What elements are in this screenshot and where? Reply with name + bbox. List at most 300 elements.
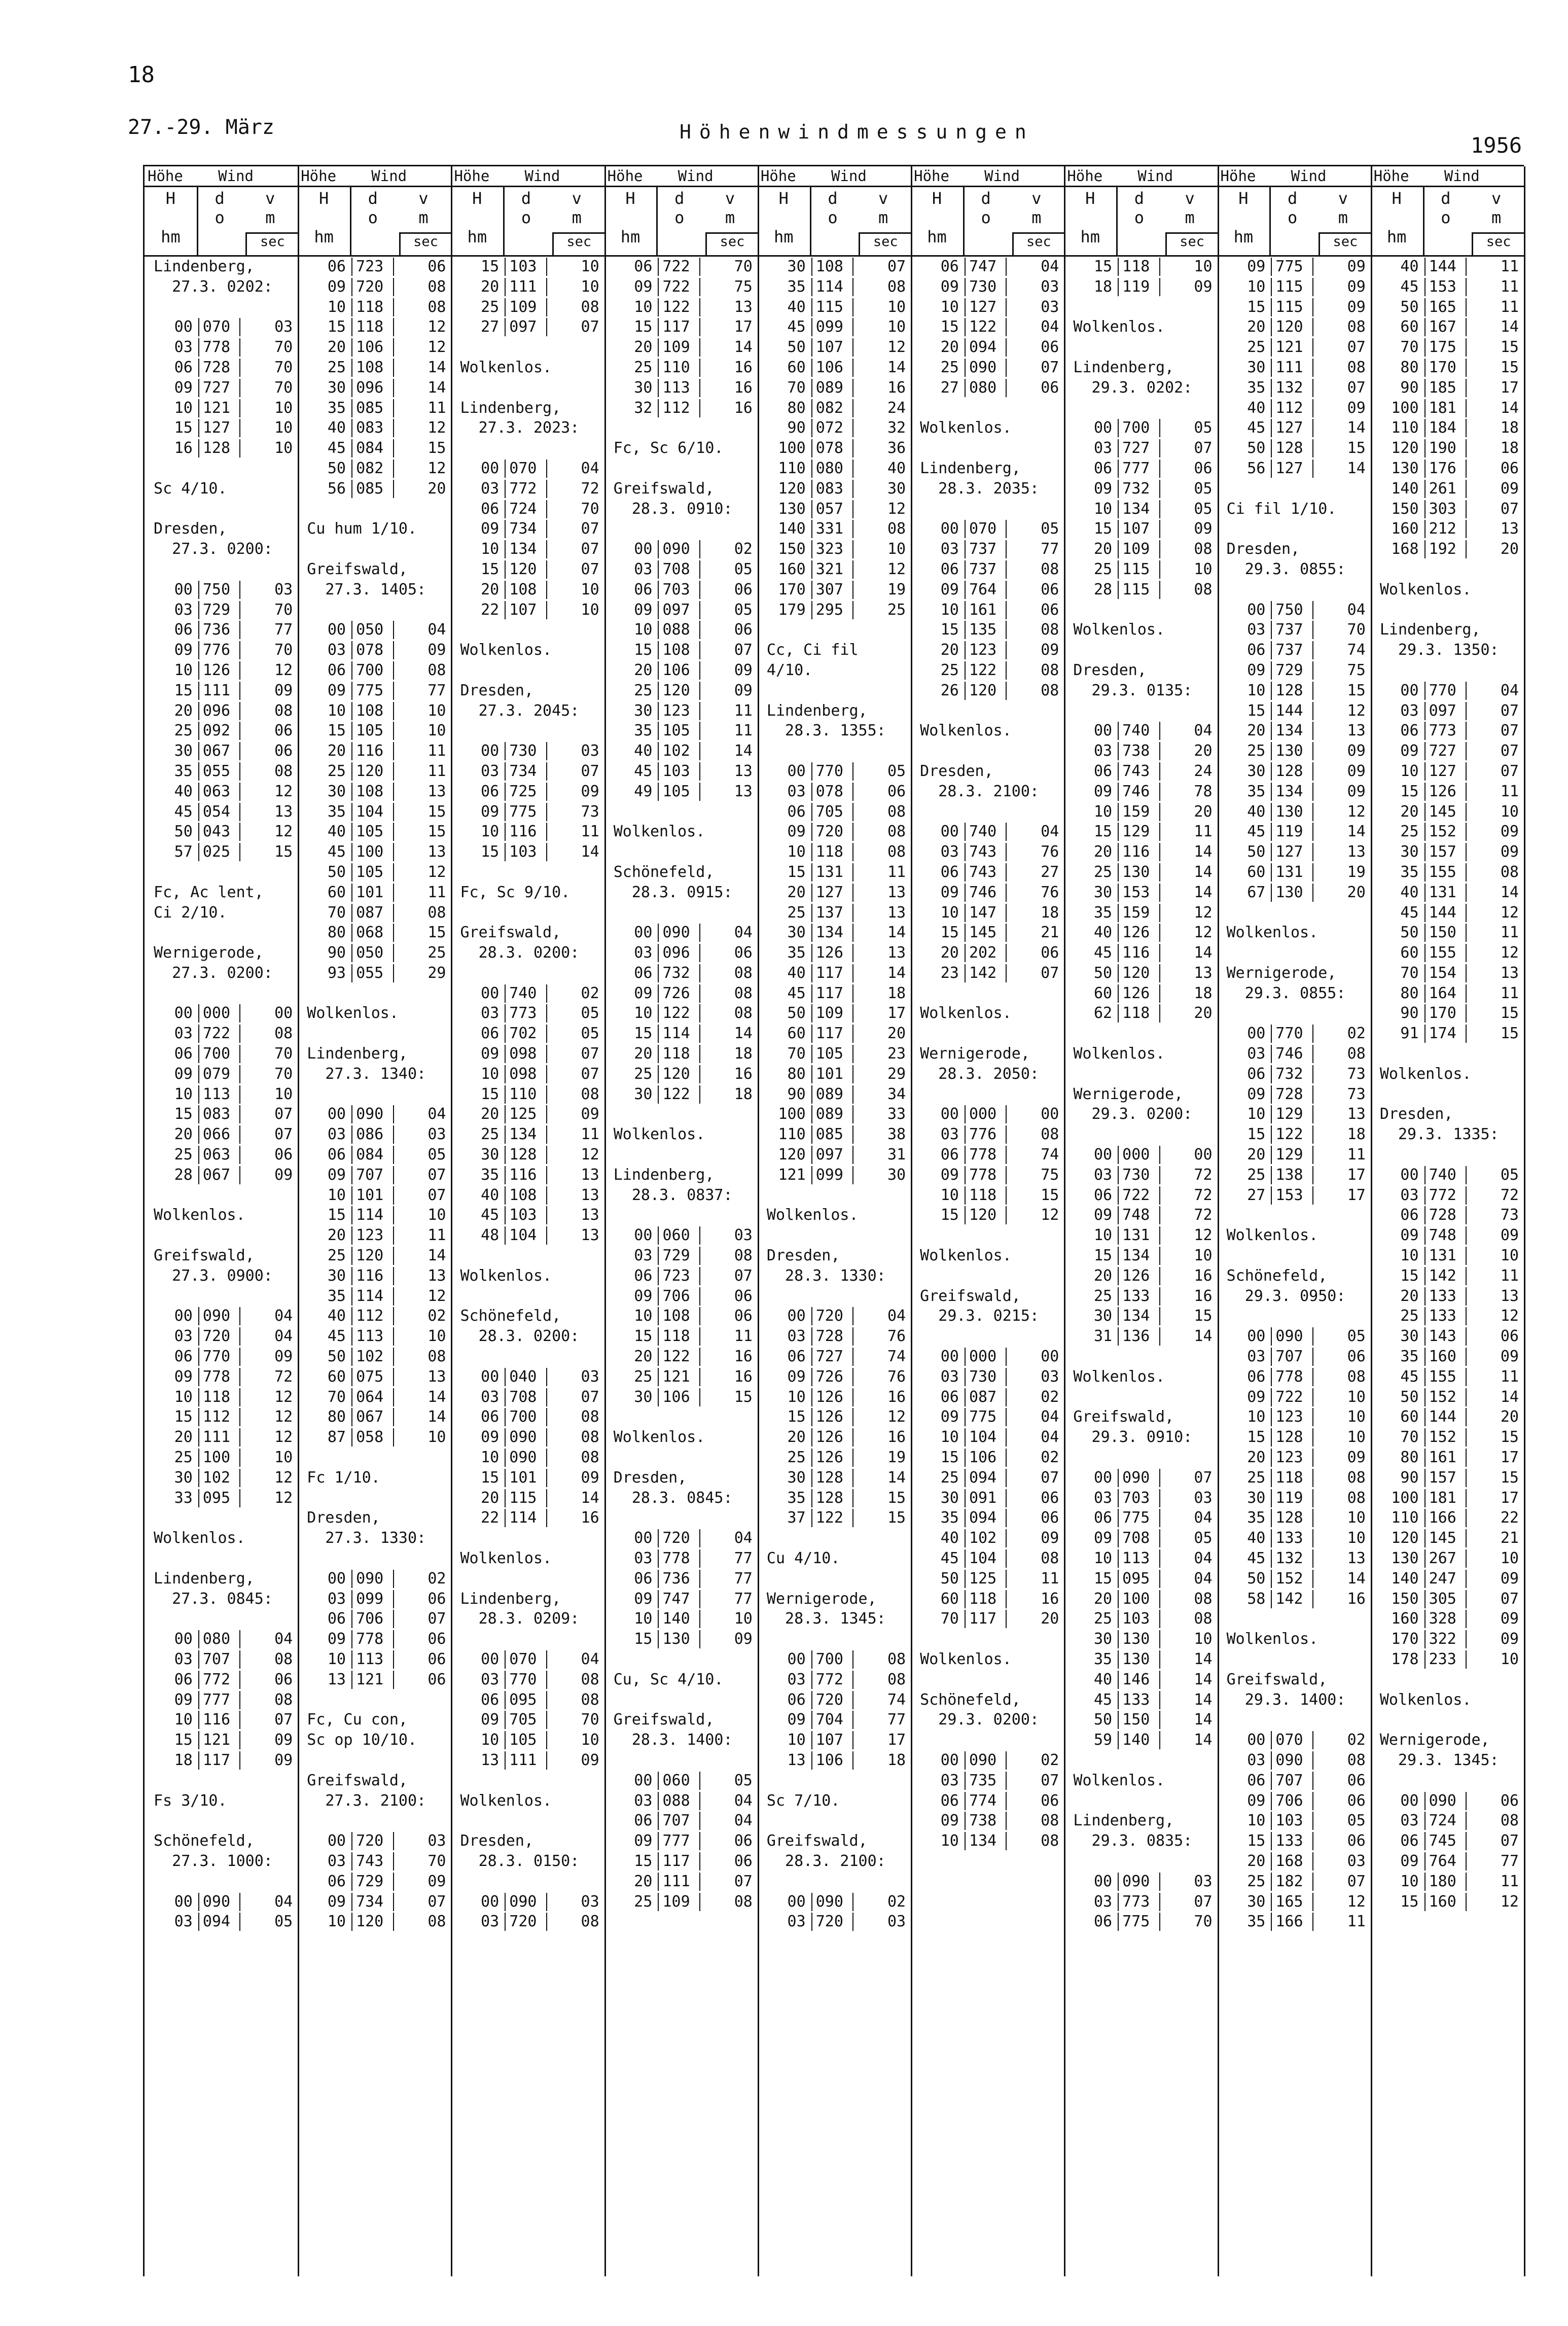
direction-value: 122: [969, 318, 997, 336]
height-value: 30: [1247, 1489, 1266, 1507]
spacer: [758, 741, 911, 761]
speed-value: 10: [1347, 1509, 1366, 1527]
measurement-row: [1218, 418, 1371, 438]
measurement-row: [451, 1912, 604, 1932]
spacer: [145, 862, 298, 883]
height-value: 09: [1400, 742, 1419, 760]
direction-value: 120: [969, 1206, 997, 1224]
height-value: 09: [327, 1630, 346, 1648]
speed-value: 07: [274, 1125, 293, 1144]
speed-value: 08: [887, 277, 906, 296]
spacer: [1218, 1609, 1371, 1629]
direction-value: 112: [662, 399, 690, 417]
direction-value: 132: [1275, 378, 1303, 397]
speed-value: 05: [427, 1146, 446, 1164]
direction-value: 117: [815, 964, 843, 982]
direction-value: 167: [1429, 318, 1456, 336]
direction-value: 050: [356, 621, 384, 639]
measurement-row: [298, 1609, 451, 1629]
measurement-row: [1371, 1811, 1524, 1831]
height-value: 25: [1247, 1872, 1266, 1890]
measurement-row: [1371, 398, 1524, 418]
station-label: Wolkenlos.: [451, 1266, 552, 1285]
speed-value: 07: [581, 560, 599, 578]
measurement-row: [1218, 1831, 1371, 1851]
measurement-row: [451, 1407, 604, 1427]
direction-value: 732: [1275, 1065, 1303, 1083]
direction-value: 138: [1275, 1166, 1303, 1184]
height-value: 06: [787, 1348, 806, 1366]
spacer: [1371, 559, 1524, 580]
direction-value: 170: [1429, 358, 1456, 376]
direction-value: 746: [1275, 1045, 1303, 1063]
measurement-row: [298, 1589, 451, 1609]
height-value: 40: [327, 823, 346, 841]
height-value: 35: [1093, 903, 1113, 922]
measurement-row: [911, 1145, 1064, 1165]
measurement-row: [451, 1205, 604, 1225]
height-value: 06: [634, 258, 653, 275]
direction-value: 729: [356, 1872, 384, 1890]
speed-value: 07: [734, 1266, 753, 1285]
direction-value: 725: [509, 782, 537, 800]
measurement-row: [1064, 761, 1217, 782]
station-label: 27.3. 0845:: [145, 1590, 273, 1608]
spacer: [604, 1104, 758, 1124]
measurement-row: [145, 1145, 298, 1165]
measurement-row: [1064, 1649, 1217, 1670]
direction-value: 123: [1275, 1408, 1303, 1426]
measurement-row: [604, 1569, 758, 1589]
measurement-row: [1064, 1225, 1217, 1246]
height-value: 03: [634, 944, 653, 962]
height-value: 130: [1391, 459, 1419, 477]
direction-value: 747: [969, 258, 997, 275]
speed-value: 18: [887, 1751, 906, 1769]
height-value: 00: [174, 1004, 193, 1023]
measurement-row: [298, 1387, 451, 1407]
speed-value: 07: [1500, 742, 1519, 760]
height-value: 20: [634, 338, 653, 357]
height-value: 16: [174, 439, 193, 457]
speed-value: 00: [274, 1004, 293, 1023]
speed-value: 11: [734, 1327, 753, 1346]
direction-value: 121: [202, 399, 231, 417]
height-value: 25: [1400, 1307, 1419, 1325]
direction-value: 119: [1275, 1489, 1303, 1507]
speed-value: 14: [1347, 1569, 1366, 1588]
measurement-row: [911, 1468, 1064, 1488]
station-label: Dresden,: [1064, 661, 1147, 679]
measurement-row: [1064, 1892, 1217, 1912]
speed-value: 14: [1500, 1388, 1519, 1406]
measurement-row: [451, 317, 604, 337]
table-column: [451, 166, 605, 2276]
height-value: 06: [634, 1266, 653, 1285]
height-value: 03: [174, 1913, 193, 1931]
height-value: 06: [1093, 1186, 1113, 1204]
measurement-row: [1218, 1407, 1371, 1427]
direction-value: 700: [1122, 419, 1150, 437]
height-value: 40: [940, 1529, 959, 1547]
measurement-row: [451, 479, 604, 499]
speed-value: 15: [1041, 1186, 1059, 1204]
height-value: 00: [940, 520, 959, 538]
direction-value: 118: [356, 318, 384, 336]
height-value: 10: [634, 621, 653, 639]
measurement-row: [758, 479, 911, 499]
measurement-row: [911, 1811, 1064, 1831]
measurement-row: [1371, 701, 1524, 721]
speed-value: 03: [1041, 298, 1059, 316]
height-value: 03: [634, 1247, 653, 1265]
height-value: 90: [1400, 378, 1419, 397]
measurement-row: [298, 317, 451, 337]
direction-value: 117: [662, 1852, 690, 1870]
height-value: 160: [778, 560, 806, 578]
direction-value: 128: [1275, 762, 1303, 780]
measurement-row: [1218, 1124, 1371, 1145]
speed-value: 04: [427, 1105, 446, 1123]
spacer: [604, 1407, 758, 1427]
measurement-row: [1218, 438, 1371, 459]
speed-value: 09: [1500, 843, 1519, 861]
measurement-row: [298, 903, 451, 923]
measurement-row: [1064, 1710, 1217, 1730]
direction-value: 773: [1429, 722, 1456, 740]
measurement-row: [298, 923, 451, 943]
height-value: 10: [174, 1711, 193, 1729]
height-value: 15: [634, 1327, 653, 1346]
measurement-row: [145, 721, 298, 741]
measurement-row: [145, 1407, 298, 1427]
direction-value: 165: [1275, 1892, 1303, 1911]
measurement-row: [298, 1246, 451, 1266]
measurement-row: [758, 317, 911, 337]
station-label: Wolkenlos.: [1370, 1065, 1472, 1083]
direction-value: 133: [1275, 1529, 1303, 1547]
measurement-row: [298, 1670, 451, 1690]
measurement-row: [1064, 1589, 1217, 1609]
station-label: 28.3. 0200:: [451, 944, 580, 962]
measurement-row: [911, 337, 1064, 358]
direction-value: 120: [662, 681, 690, 699]
direction-value: 085: [356, 479, 384, 498]
measurement-row: [145, 418, 298, 438]
speed-value: 17: [1500, 1449, 1519, 1467]
speed-value: 15: [1500, 1004, 1519, 1023]
direction-value: 054: [202, 802, 231, 821]
speed-value: 07: [734, 1872, 753, 1890]
height-value: 10: [940, 1428, 959, 1447]
height-value: 120: [1391, 1529, 1419, 1547]
height-value: 20: [1093, 843, 1113, 861]
measurement-row: [911, 1387, 1064, 1407]
direction-value: 161: [969, 601, 997, 619]
speed-value: 20: [1500, 1408, 1519, 1426]
direction-value: 114: [356, 1287, 384, 1305]
speed-value: 14: [887, 1468, 906, 1487]
speed-value: 15: [1500, 1428, 1519, 1447]
height-value: 15: [940, 924, 959, 942]
direction-value: 040: [509, 1367, 537, 1386]
direction-value: 105: [356, 722, 384, 740]
spacer: [1371, 660, 1524, 681]
spacer: [758, 620, 911, 640]
height-value: 15: [327, 1206, 346, 1224]
direction-value: 103: [1275, 1812, 1303, 1830]
height-value: 168: [1391, 540, 1419, 558]
direction-value: 147: [969, 903, 997, 922]
measurement-row: [451, 1185, 604, 1206]
spacer: [1218, 1003, 1371, 1024]
measurement-row: [298, 802, 451, 822]
height-value: 06: [634, 964, 653, 982]
height-value: 03: [327, 1852, 346, 1870]
speed-value: 06: [1347, 1348, 1366, 1366]
measurement-row: [145, 1730, 298, 1750]
direction-value: 720: [815, 1913, 843, 1931]
direction-value: 107: [815, 338, 843, 357]
speed-value: 13: [1500, 520, 1519, 538]
station-label: Wolkenlos.: [1370, 1690, 1472, 1709]
direction-value: 090: [356, 1569, 384, 1588]
direction-value: 132: [1275, 1549, 1303, 1567]
height-value: 09: [787, 1367, 806, 1386]
measurement-row: [145, 842, 298, 862]
direction-value: 127: [1429, 762, 1456, 780]
measurement-row: [145, 1064, 298, 1084]
spacer: [758, 1811, 911, 1831]
height-value: 45: [327, 1327, 346, 1346]
measurement-row: [451, 741, 604, 761]
height-value: 15: [634, 318, 653, 336]
direction-value: 123: [356, 1226, 384, 1245]
spacer: [604, 1750, 758, 1771]
measurement-row: [1371, 802, 1524, 822]
height-value: 40: [1093, 1670, 1113, 1688]
speed-value: 08: [581, 1428, 599, 1447]
measurement-row: [1371, 1649, 1524, 1670]
measurement-row: [145, 1084, 298, 1105]
height-value: 110: [778, 1125, 806, 1144]
speed-value: 02: [1041, 1751, 1059, 1769]
direction-value: 123: [1275, 1449, 1303, 1467]
height-value: 06: [1400, 722, 1419, 740]
spacer: [1371, 1145, 1524, 1165]
measurement-row: [911, 660, 1064, 681]
spacer: [758, 1286, 911, 1307]
height-value: 140: [1391, 479, 1419, 498]
station-label: Wolkenlos.: [145, 1206, 245, 1224]
direction-value: 152: [1429, 1428, 1456, 1447]
spacer: [145, 1286, 298, 1307]
speed-value: 09: [274, 1348, 293, 1366]
measurement-row: [911, 1528, 1064, 1548]
column-header: [1371, 166, 1524, 257]
direction-value: 106: [815, 358, 843, 376]
speed-value: 18: [1347, 1125, 1366, 1144]
spacer: [145, 1609, 298, 1629]
spacer: [758, 1185, 911, 1206]
speed-value: 05: [581, 1025, 599, 1043]
speed-value: 09: [1347, 399, 1366, 417]
height-value: 06: [327, 661, 346, 679]
header-direction: d o: [828, 189, 838, 227]
height-value: 60: [1247, 863, 1266, 881]
spacer: [1064, 1750, 1217, 1771]
direction-value: 142: [969, 964, 997, 982]
measurement-row: [911, 539, 1064, 559]
speed-value: 07: [1041, 1468, 1059, 1487]
height-value: 31: [1093, 1327, 1113, 1346]
direction-value: 060: [662, 1771, 690, 1789]
speed-value: 13: [1347, 843, 1366, 861]
direction-value: 105: [509, 1731, 537, 1749]
measurement-row: [145, 1427, 298, 1448]
speed-value: 11: [427, 1226, 446, 1245]
speed-value: 10: [274, 1449, 293, 1467]
measurement-row: [451, 1468, 604, 1488]
direction-value: 770: [202, 1348, 231, 1366]
measurement-row: [1064, 943, 1217, 963]
header-sec: sec: [1165, 232, 1218, 255]
station-label: Cu hum 1/10.: [298, 520, 417, 538]
speed-value: 20: [1347, 883, 1366, 901]
speed-value: 13: [581, 1186, 599, 1204]
speed-value: 09: [581, 1468, 599, 1487]
direction-value: 121: [662, 1367, 690, 1386]
direction-value: 055: [202, 762, 231, 780]
station-label: Wolkenlos.: [451, 1791, 552, 1810]
measurement-row: [604, 358, 758, 378]
station-label: 27.3. 1405:: [298, 580, 426, 598]
measurement-row: [1371, 1185, 1524, 1206]
speed-value: 09: [1347, 277, 1366, 296]
measurement-row: [1371, 418, 1524, 438]
direction-value: 729: [1275, 661, 1303, 679]
measurement-row: [1218, 1892, 1371, 1912]
speed-value: 03: [581, 1892, 599, 1911]
speed-value: 07: [581, 762, 599, 780]
station-label: Lindenberg,: [145, 1569, 255, 1588]
divider: [1269, 186, 1271, 255]
column-header: [145, 166, 298, 257]
measurement-row: [451, 600, 604, 620]
height-value: 09: [327, 1166, 346, 1184]
height-value: 06: [787, 1690, 806, 1709]
speed-value: 11: [581, 1125, 599, 1144]
measurement-row: [1371, 1872, 1524, 1892]
spacer: [604, 459, 758, 479]
header-direction: d o: [674, 189, 685, 227]
height-value: 06: [1247, 1771, 1266, 1789]
speed-value: 14: [1194, 883, 1213, 901]
height-value: 18: [174, 1751, 193, 1769]
measurement-row: [298, 1569, 451, 1589]
station-label: Dresden,: [145, 520, 227, 538]
table-column: [1371, 166, 1525, 2276]
direction-value: 111: [662, 1872, 690, 1890]
spacer: [1064, 1851, 1217, 1872]
direction-value: 130: [1275, 742, 1303, 760]
direction-value: 103: [662, 762, 690, 780]
station-label: 29.3. 0200:: [911, 1711, 1039, 1729]
speed-value: 17: [1500, 1489, 1519, 1507]
speed-value: 12: [887, 1408, 906, 1426]
direction-value: 133: [1122, 1287, 1150, 1305]
station-label: Fc, Sc 6/10.: [604, 439, 724, 457]
speed-value: 06: [1347, 1771, 1366, 1789]
height-value: 50: [1093, 1711, 1113, 1729]
direction-value: 772: [1429, 1186, 1456, 1204]
speed-value: 08: [734, 1004, 753, 1023]
measurement-row: [298, 883, 451, 903]
measurement-row: [758, 1730, 911, 1750]
station-label: Wernigerode,: [145, 944, 264, 962]
measurement-row: [451, 1649, 604, 1670]
measurement-row: [1218, 1326, 1371, 1347]
height-value: 06: [481, 1025, 500, 1043]
measurement-row: [298, 297, 451, 318]
speed-value: 08: [274, 1650, 293, 1668]
direction-value: 120: [1275, 318, 1303, 336]
speed-value: 08: [1347, 1367, 1366, 1386]
direction-value: 128: [509, 1146, 537, 1164]
height-value: 09: [1247, 1085, 1266, 1103]
measurement-row: [1218, 600, 1371, 620]
divider: [503, 186, 505, 255]
speed-value: 10: [581, 258, 599, 275]
spacer: [1064, 1347, 1217, 1367]
direction-value: 322: [1429, 1630, 1456, 1648]
spacer: [298, 1750, 451, 1771]
measurement-row: [1218, 257, 1371, 277]
measurement-row: [1064, 782, 1217, 802]
height-value: 20: [1247, 1146, 1266, 1164]
height-value: 03: [634, 1791, 653, 1810]
measurement-row: [758, 378, 911, 398]
speed-value: 14: [734, 338, 753, 357]
direction-value: 727: [815, 1348, 843, 1366]
station-label: Lindenberg,: [604, 1166, 715, 1184]
height-value: 06: [481, 1408, 500, 1426]
speed-value: 08: [581, 298, 599, 316]
measurement-row: [911, 1508, 1064, 1528]
measurement-row: [604, 660, 758, 681]
height-value: 45: [1247, 823, 1266, 841]
measurement-row: [1218, 681, 1371, 701]
speed-value: 08: [1194, 1610, 1213, 1628]
station-label: 28.3. 1355:: [757, 722, 886, 740]
direction-value: 113: [202, 1085, 231, 1103]
divider: [963, 186, 965, 255]
measurement-row: [758, 1690, 911, 1710]
speed-value: 06: [427, 1670, 446, 1688]
height-value: 28: [174, 1166, 193, 1184]
height-value: 40: [174, 782, 193, 800]
measurement-row: [298, 1306, 451, 1326]
height-value: 15: [940, 1206, 959, 1224]
direction-value: 728: [815, 1327, 843, 1346]
direction-value: 090: [662, 540, 690, 558]
height-value: 00: [1093, 722, 1113, 740]
measurement-row: [758, 923, 911, 943]
measurement-row: [1064, 580, 1217, 600]
measurement-row: [145, 802, 298, 822]
measurement-row: [1218, 1427, 1371, 1448]
direction-value: 720: [356, 277, 384, 296]
